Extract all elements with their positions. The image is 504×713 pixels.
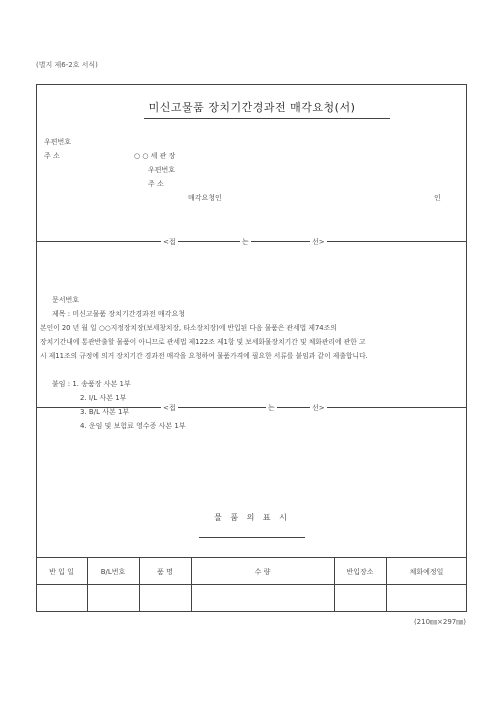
- requester-postal-label: 우편번호: [148, 166, 176, 174]
- postal-code-label: 우편번호: [44, 138, 72, 146]
- table-header-bl-number: B/L번호: [100, 568, 126, 576]
- table-header-scheduled-date: 체화예정일: [409, 568, 444, 576]
- fold-line-2-open: <접: [163, 404, 176, 412]
- table-header-arrival-date: 반 입 일: [49, 568, 74, 576]
- fold-line-1-mid: 는: [242, 238, 249, 246]
- fold-line-2-close: 선>: [312, 404, 325, 412]
- seal-mark: 인: [434, 194, 441, 202]
- requester-address-label: 주 소: [148, 180, 164, 188]
- table-col-divider-5: [386, 557, 387, 612]
- paper-size-note: (210㎜×297㎜): [413, 618, 466, 626]
- fold-line-1-open: <접: [163, 238, 176, 246]
- fold-line-1: [36, 241, 467, 242]
- attachment-4: 4. 운임 및 보험료 영수증 사본 1부: [80, 422, 186, 430]
- customs-office-label: ○ ○ 세 관 장: [134, 152, 176, 160]
- fold-line-2-mid: 는: [268, 404, 275, 412]
- goods-title-underline: [199, 537, 305, 538]
- goods-section-title: 물 품 의 표 시: [214, 513, 290, 522]
- body-line-1: 본인이 20 년 월 일 ○○지정장치장(보세창치장, 타소장치장)에 반입된 다음 물품은 관세법 제74조의: [40, 324, 337, 332]
- attachment-1: 붙임 : 1. 송품장 사본 1부: [52, 380, 131, 388]
- table-top-border: [36, 557, 467, 558]
- table-header-storage-place: 반입장소: [346, 568, 374, 576]
- document-number-label: 문서번호: [52, 296, 80, 304]
- table-header-divider: [36, 584, 467, 585]
- form-title: 미신고물품 장치기간경과전 매각요청(서): [148, 101, 356, 114]
- fold-line-1-close: 선>: [312, 238, 325, 246]
- subject-line: 제목 : 미신고물품 장치기간경과전 매각요청: [52, 310, 185, 318]
- table-header-item-name: 품 명: [157, 568, 173, 576]
- attachment-2: 2. I/L 사본 1부: [80, 394, 127, 402]
- body-line-3: 시 제11조의 규정에 의거 장치기간 경과전 매각을 요청하여 물품가격에 필요한 서류를 붙임과 같이 제출합니다.: [40, 352, 368, 360]
- fold-line-2: [36, 407, 467, 408]
- form-number-label: (별지 제6-2호 서식): [36, 61, 98, 69]
- table-header-quantity: 수 량: [254, 568, 271, 576]
- address-label: 주 소: [44, 152, 60, 160]
- requester-name-label: 매각요청인: [188, 194, 222, 202]
- table-col-divider-3: [191, 557, 192, 612]
- attachment-3: 3. B/L 사본 1부: [80, 408, 130, 416]
- title-underline: [144, 118, 390, 119]
- table-col-divider-1: [87, 557, 88, 612]
- table-col-divider-4: [334, 557, 335, 612]
- table-col-divider-2: [139, 557, 140, 612]
- body-line-2: 장치기간내에 통관반출할 물품이 아니므로 관세법 제122조 제1항 및 보세화물장치기간 및 체화관리에 관한 고: [40, 338, 366, 346]
